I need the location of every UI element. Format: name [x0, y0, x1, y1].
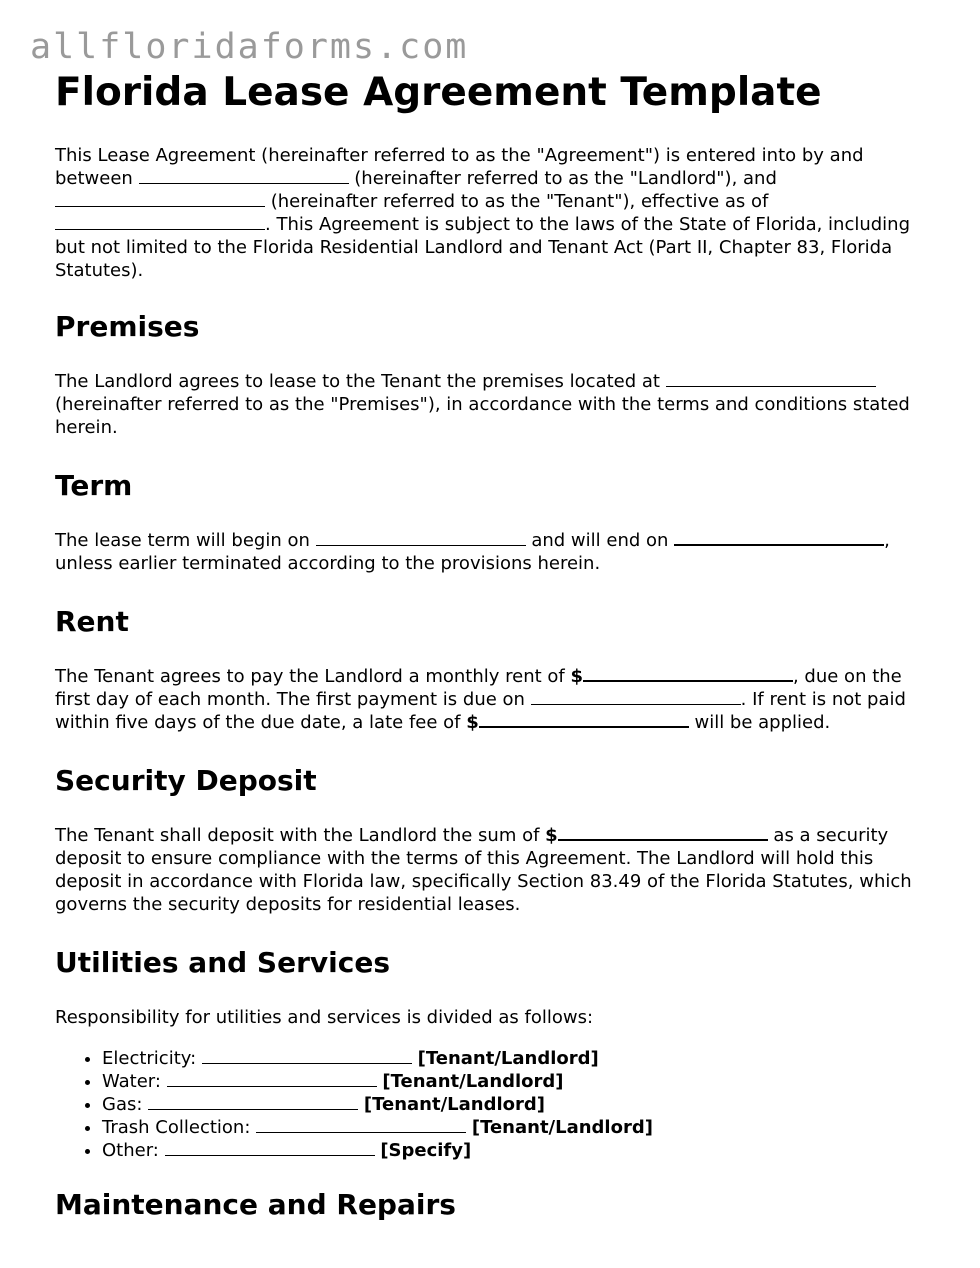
utility-item-other — [102, 1139, 935, 1162]
site-watermark: allfloridaforms.com — [30, 27, 469, 67]
security-deposit-heading: Security Deposit — [55, 764, 317, 797]
utility-label: Other: — [102, 1140, 165, 1161]
utilities-intro: Responsibility for utilities and services is divided as follows: — [55, 1007, 594, 1028]
electricity-blank[interactable] — [202, 1048, 412, 1064]
premises-text-1: The Landlord agrees to lease to the Tenant the premises located at — [55, 371, 666, 392]
premises-paragraph — [55, 370, 935, 439]
utility-item-trash — [102, 1116, 935, 1139]
document-page — [55, 70, 935, 1248]
utility-item-water — [102, 1070, 935, 1093]
utility-item-gas — [102, 1093, 935, 1116]
rent-text-3: . If rent is not paid within five days of the due date, a late fee of — [55, 689, 906, 733]
rent-dollar-sign: $ — [570, 666, 583, 687]
intro-text-1: This Lease Agreement (hereinafter referred to as the "Agreement") is entered into by and between — [55, 145, 864, 189]
first-payment-date-blank[interactable] — [531, 689, 741, 705]
term-heading: Term — [55, 469, 133, 502]
rent-paragraph — [55, 665, 935, 734]
term-text-3: , unless earlier terminated according to the provisions herein. — [55, 530, 890, 574]
trash-blank[interactable] — [256, 1117, 466, 1133]
utility-item-electricity — [102, 1047, 935, 1070]
intro-text-3: (hereinafter referred to as the "Tenant"), effective as of — [265, 191, 769, 212]
utility-responsibility: [Tenant/Landlord] — [417, 1048, 599, 1069]
late-fee-dollar-sign: $ — [466, 712, 479, 733]
utility-label: Trash Collection: — [102, 1117, 257, 1138]
premises-heading: Premises — [55, 310, 200, 343]
document-title: Florida Lease Agreement Template — [55, 70, 822, 115]
utility-label: Gas: — [102, 1094, 149, 1115]
utilities-heading: Utilities and Services — [55, 946, 390, 979]
security-text-1: The Tenant shall deposit with the Landlord the sum of — [55, 825, 546, 846]
utility-responsibility: [Tenant/Landlord] — [471, 1117, 653, 1138]
deposit-amount-blank[interactable] — [558, 824, 768, 841]
intro-text-4: . This Agreement is subject to the laws of the State of Florida, including but not limited to the Florida Residential Landlord and Tenant Act (Part II, Chapter 83, Florida Statutes). — [55, 214, 911, 281]
intro-paragraph — [55, 144, 935, 282]
water-blank[interactable] — [167, 1071, 377, 1087]
utility-responsibility: [Specify] — [380, 1140, 472, 1161]
landlord-name-blank[interactable] — [139, 168, 349, 184]
monthly-rent-blank[interactable] — [583, 665, 793, 682]
term-start-blank[interactable] — [316, 530, 526, 546]
term-end-blank[interactable] — [674, 529, 884, 546]
security-text-2: as a security deposit to ensure compliance with the terms of this Agreement. The Landlord will hold this deposit in accordance with Florida law, specifically Section 83.49 of the Florida Statutes, which governs the security deposits for residential leases. — [55, 825, 912, 915]
other-blank[interactable] — [165, 1140, 375, 1156]
rent-heading: Rent — [55, 605, 129, 638]
term-paragraph — [55, 529, 935, 575]
utilities-list — [55, 1047, 935, 1162]
utility-label: Water: — [102, 1071, 167, 1092]
maintenance-heading: Maintenance and Repairs — [55, 1188, 456, 1221]
tenant-name-blank[interactable] — [55, 191, 265, 207]
term-text-2: and will end on — [525, 530, 675, 551]
intro-text-2: (hereinafter referred to as the "Landlord"), and — [348, 168, 777, 189]
security-deposit-paragraph — [55, 824, 935, 916]
rent-text-1: The Tenant agrees to pay the Landlord a monthly rent of — [55, 666, 571, 687]
utility-responsibility: [Tenant/Landlord] — [382, 1071, 564, 1092]
premises-text-2: (hereinafter referred to as the "Premises"), in accordance with the terms and conditions stated herein. — [55, 394, 910, 438]
gas-blank[interactable] — [148, 1094, 358, 1110]
deposit-dollar-sign: $ — [545, 825, 558, 846]
rent-text-4: will be applied. — [688, 712, 831, 733]
effective-date-blank[interactable] — [55, 214, 265, 230]
late-fee-blank[interactable] — [479, 711, 689, 728]
utility-responsibility: [Tenant/Landlord] — [363, 1094, 546, 1115]
rent-text-2: , due on the first day of each month. The first payment is due on — [55, 666, 902, 710]
premises-address-blank[interactable] — [666, 371, 876, 387]
term-text-1: The lease term will begin on — [55, 530, 316, 551]
utility-label: Electricity: — [102, 1048, 202, 1069]
